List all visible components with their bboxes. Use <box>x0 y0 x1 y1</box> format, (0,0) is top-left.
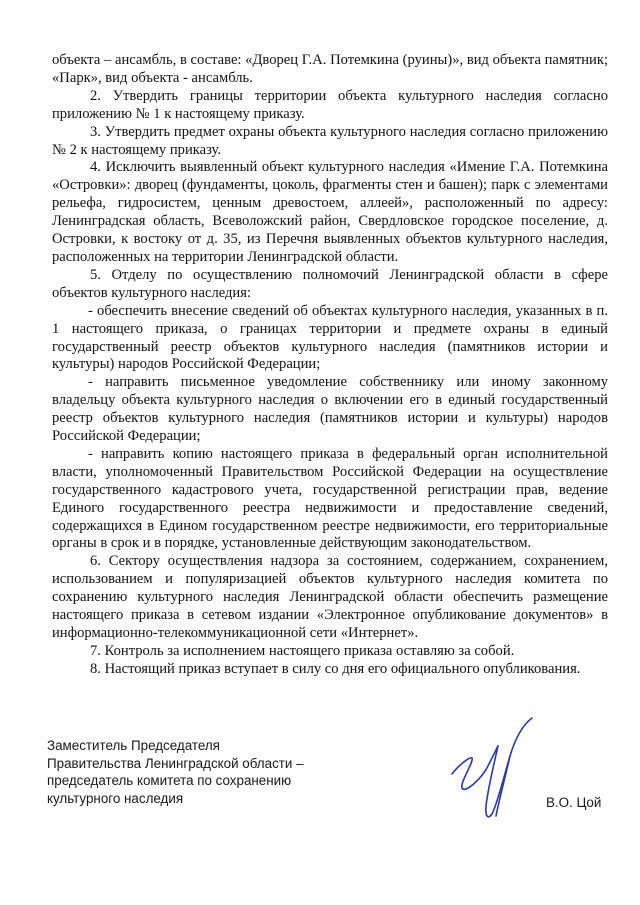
handwritten-signature <box>448 716 538 828</box>
position-line-1: Заместитель Председателя <box>47 738 220 753</box>
signatory-position <box>47 737 347 807</box>
signature-stroke-1 <box>452 746 498 789</box>
paragraph-subitem-5-3: - направить копию настоящего приказа в федеральный орган исполнительной власти, уполномоченный Правительством Российской Федерации на осуществление государственного кадастрового учета, государственной регистрации прав, ведение Единого государственного реестра недвижимости и предоставление сведений, содержащихся в Едином государственном реестре недвижимости, его территориальные органы в срок и в порядке, установленные действующим законодательством. <box>52 445 608 552</box>
document-body <box>52 52 608 679</box>
paragraph-continuation: объекта – ансамбль, в составе: «Дворец Г.А. Потемкина (руины)», вид объекта памятник; «Парк», вид объекта - ансамбль. <box>52 52 608 86</box>
paragraph-item-3: 3. Утвердить предмет охраны объекта культурного наследия согласно приложению № 2 к настоящему приказу. <box>52 123 608 158</box>
paragraph-item-2: 2. Утвердить границы территории объекта культурного наследия согласно приложению № 1 к настоящему приказу. <box>52 87 608 122</box>
position-line-4: культурного наследия <box>47 790 184 806</box>
signature-stroke-2 <box>486 718 532 817</box>
paragraph-subitem-5-1: - обеспечить внесение сведений об объектах культурного наследия, указанных в п. 1 настоящего приказа, о границах территории и предмете охраны в единый государственный реестр объектов культурного наследия (памятников истории и культуры) народов Российской Федерации; <box>52 302 608 373</box>
position-line-3: председатель комитета по сохранению <box>47 773 292 789</box>
signature-stroke-3 <box>496 756 510 816</box>
paragraph-item-8: 8. Настоящий приказ вступает в силу со дня его официального опубликования. <box>90 660 581 677</box>
paragraph-item-7: 7. Контроль за исполнением настоящего приказа оставляю за собой. <box>90 642 515 659</box>
signer-name: В.О. Цой <box>546 795 602 810</box>
paragraph-item-4: 4. Исключить выявленный объект культурного наследия «Имение Г.А. Потемкина «Островки»: дворец (фундаменты, цоколь, фрагменты стен и башен); парк с элементами рельефа, гидросистем, ценным древостоем, аллеей», расположенный по адресу: Ленинградская область, Всеволожский район, Свердловское городское поселение, д. Островки, к востоку от д. 35, из Перечня выявленных объектов культурного наследия, расположенных на территории Ленинградской области. <box>52 159 608 265</box>
position-line-2: Правительства Ленинградской области – <box>47 755 304 771</box>
paragraph-subitem-5-2: - направить письменное уведомление собственнику или иному законному владельцу объекта культурного наследия о включении его в единый государственный реестр объектов культурного наследия (памятников истории и культуры) народов Российской Федерации; <box>52 374 608 445</box>
paragraph-item-6: 6. Сектору осуществления надзора за состоянием, содержанием, сохранением, использованием и популяризацией объектов культурного наследия комитета по сохранению культурного наследия Ленинградской области обеспечить размещение настоящего приказа в сетевом издании «Электронное опубликование документов» в информационно-телекоммуникационной сети «Интернет». <box>52 553 608 641</box>
paragraph-item-5: 5. Отделу по осуществлению полномочий Ленинградской области в сфере объектов культурного наследия: <box>52 266 608 301</box>
